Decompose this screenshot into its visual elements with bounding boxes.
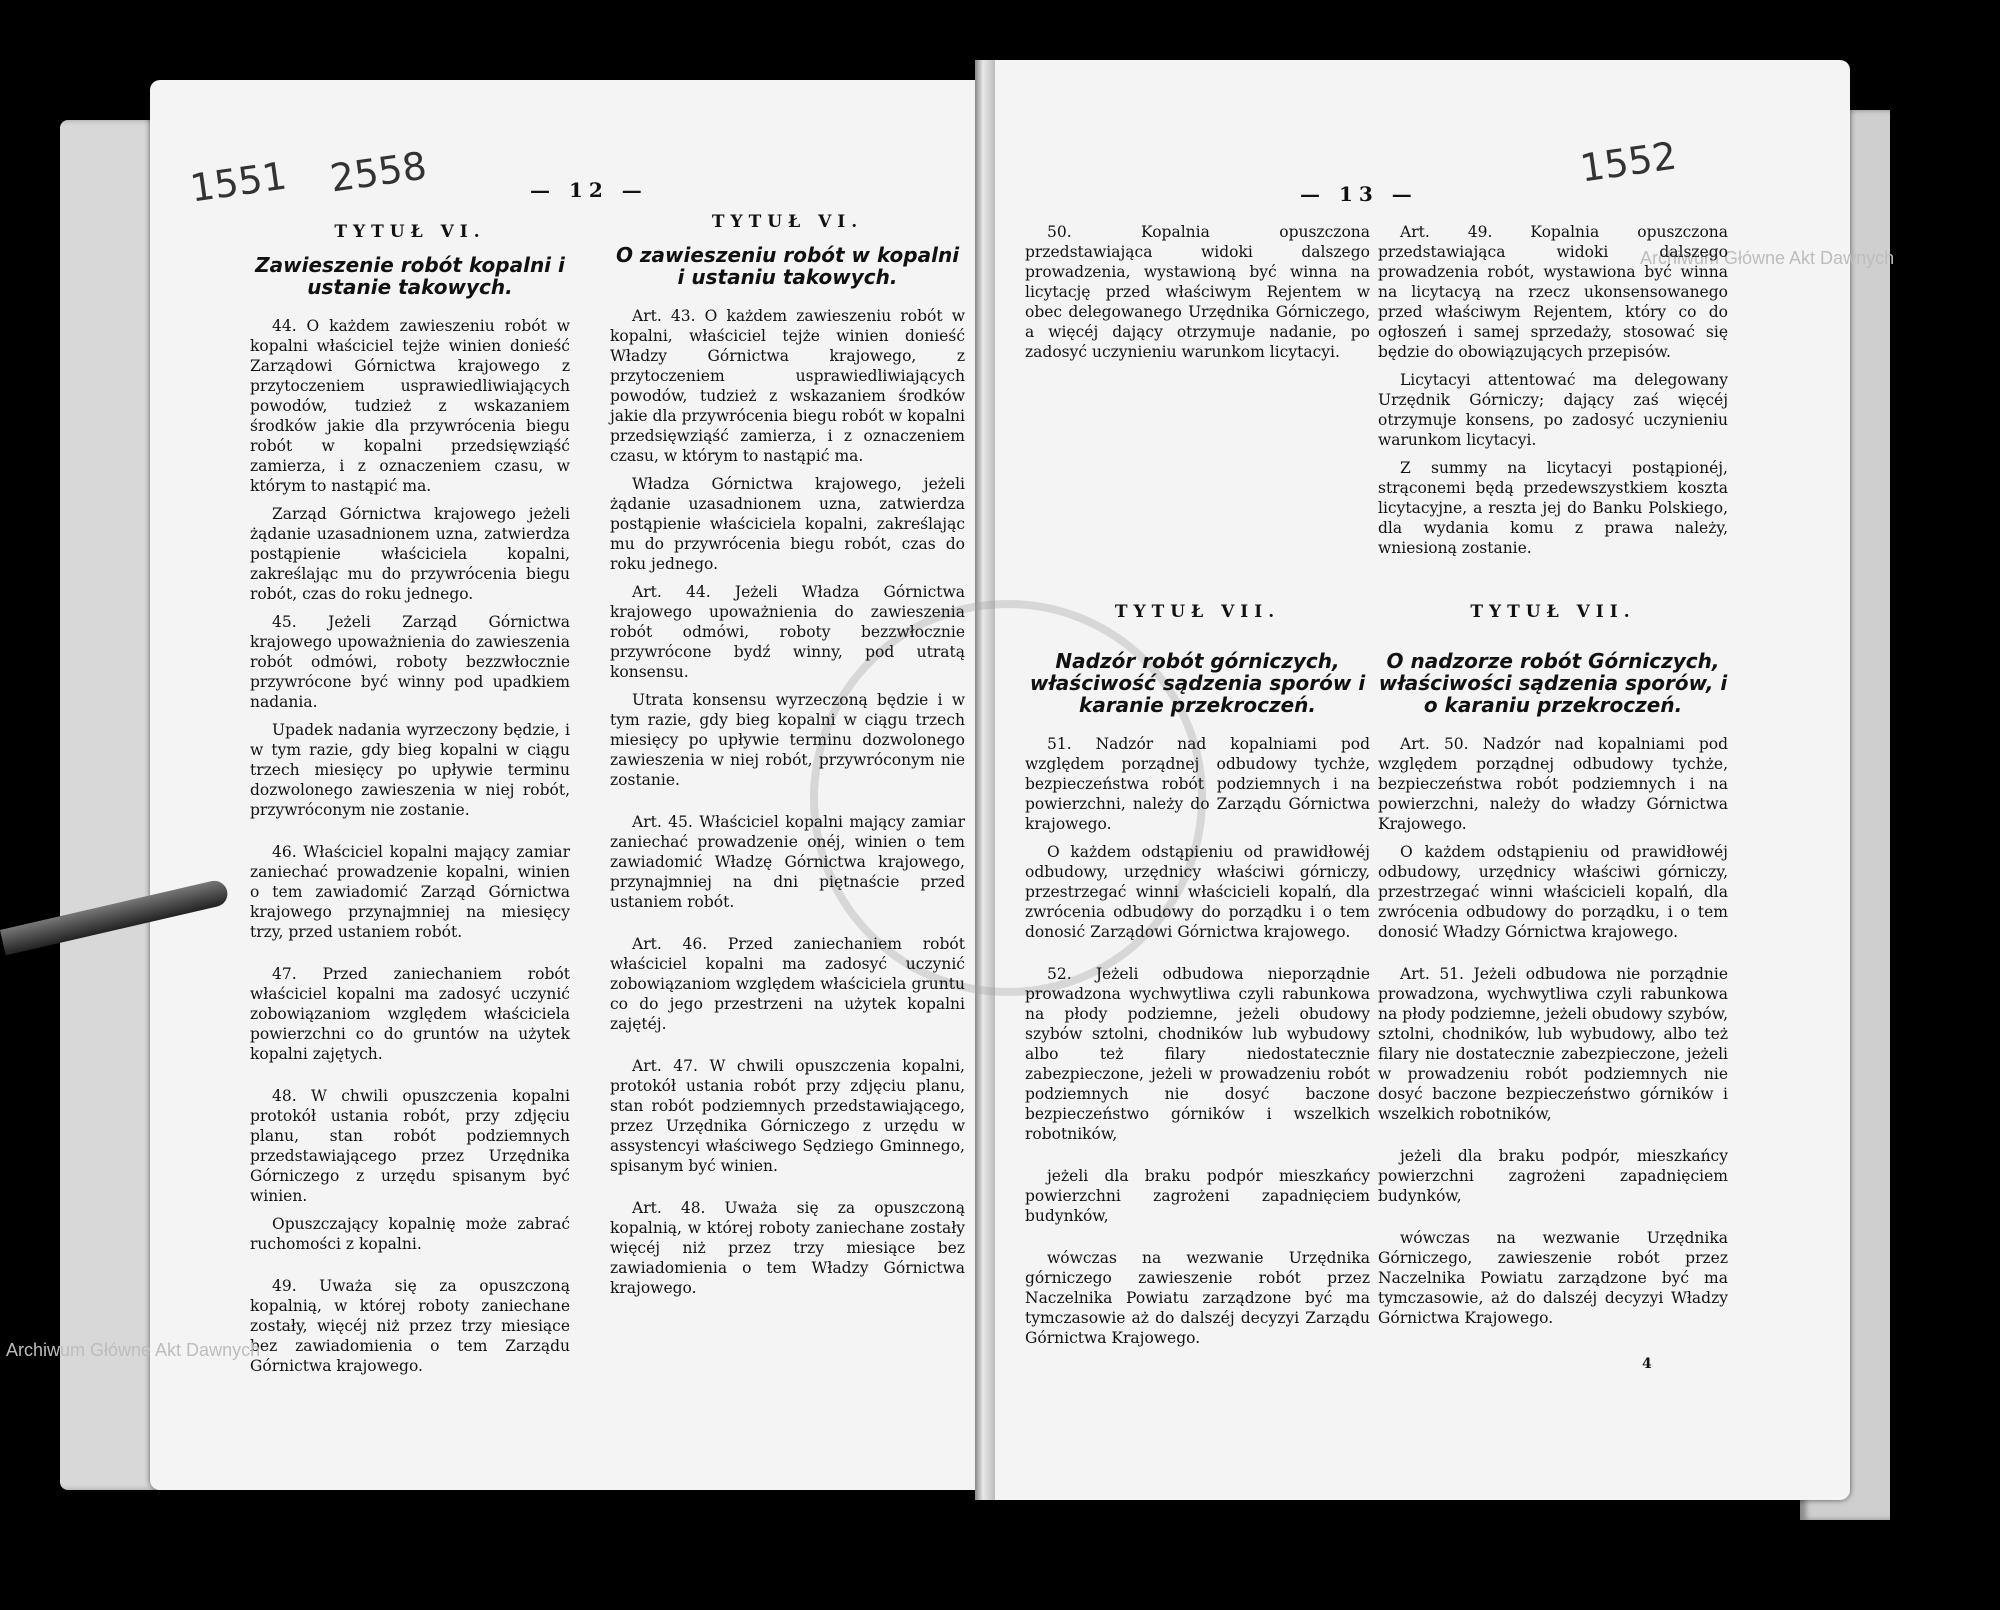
paragraph: Art. 43. O każdem zawieszeniu robót w kopalni, właściciel tejże winien donieść Władzy Górnictwa krajowego, z przytoczeniem usprawiedliwiających powodów, tudzież z wskazaniem środków jakie dla przywrócenia biegu robót w kopalni przedsięwziąść zamierza, i z oznaczeniem czasu, w którym to nastąpić ma. bbox=[610, 307, 965, 465]
paragraph: Licytacyi attentować ma delegowany Urzędnik Górniczy; dający zaś więcéj otrzymuje konsens, po zadosyć uczynieniu warunkom licytacyi. bbox=[1378, 371, 1728, 449]
title-left-col1: TYTUŁ VI. bbox=[334, 222, 486, 242]
paragraph: 47. Przed zaniechaniem robót właściciel kopalni ma zadosyć uczynić zobowiązaniom względem właściciela powierzchni co do gruntów na użytek kopalni zajętych. bbox=[250, 965, 570, 1063]
heading-right-col2: O nadzorze robót Górniczych, właściwości sądzenia sporów, i o karaniu przekroczeń. bbox=[1378, 649, 1728, 717]
paragraph: Art. 50. Nadzór nad kopalniami pod względem porządnej odbudowy tychże, bezpieczeństwa robót podziemnych i na powierzchni, należy do władzy Górnictwa Krajowego. bbox=[1378, 735, 1728, 833]
paragraph: Utrata konsensu wyrzeczoną będzie i w tym razie, gdy bieg kopalni w ciągu trzech miesięcy po upływie terminu dozwolonego zawieszenia w niej robót, przywróconym nie zostanie. bbox=[610, 691, 965, 789]
paragraph: 51. Nadzór nad kopalniami pod względem porządnej odbudowy tychże, bezpieczeństwa robót podziemnych i na powierzchni, należy do Zarządu Górnictwa krajowego. bbox=[1025, 735, 1370, 833]
paragraph: Art. 51. Jeżeli odbudowa nie porządnie prowadzona, wychwytliwa czyli rabunkowa na płody podziemne, jeżeli obudowy szybów, sztolni, chodników, lub wybudowy, albo też filary nie dostatecznie zabezpieczone, jeżeli w prowadzeniu robót podziemnych nie dosyć baczone bezpieczeństwo górników i wszelkich robotników, bbox=[1378, 965, 1728, 1123]
title-left-col2: TYTUŁ VI. bbox=[711, 212, 864, 232]
paragraph: Z summy na licytacyi postąpionéj, strąconemi będą przedewszystkiem koszta licytacyjne, a reszta jej do Banku Polskiego, dla wydania komu z prawa należy, wniesioną zostanie. bbox=[1378, 459, 1728, 557]
watermark-left: Archiwum Główne Akt Dawnych bbox=[6, 1340, 261, 1360]
paragraph: Art. 48. Uważa się za opuszczoną kopalnią, w której roboty zaniechane zostały więcéj niż przez trzy miesiące bez zawiadomienia o tem Władzy Górnictwa krajowego. bbox=[610, 1199, 965, 1297]
handwritten-folio-left: 1551 bbox=[187, 153, 290, 211]
paragraph: 52. Jeżeli odbudowa nieporządnie prowadzona wychwytliwa czyli rabunkowa na płody podziemne, jeżeli obudowy szybów sztolni, chodników lub wybudowy albo też filary niedostatecznie zabezpieczone, jeżeli w prowadzeniu robót podziemnych nie dosyć baczone bezpieczeństwo górników i wszelkich robotników, bbox=[1025, 965, 1370, 1143]
title-right-col1: TYTUŁ VII. bbox=[1114, 602, 1281, 622]
paragraph: Władza Górnictwa krajowego, jeżeli żądanie uzasadnionem uzna, zatwierdza postąpienie właściciela kopalni, zakreślając mu do przywrócenia biegu robót, czas do roku jednego. bbox=[610, 475, 965, 573]
heading-right-col1: Nadzór robót górniczych, właściwość sądzenia sporów i karanie przekroczeń. bbox=[1029, 649, 1366, 717]
page-number-right: — 13 — bbox=[1300, 182, 1418, 206]
right-column-2 bbox=[1378, 602, 1728, 1336]
paragraph: 49. Uważa się za opuszczoną kopalnią, w której roboty zaniechane zostały, więcéj niż przez trzy miesiące bez zawiadomienia o tem Zarządu Górnictwa krajowego. bbox=[250, 1277, 570, 1375]
left-column-2 bbox=[610, 212, 965, 1306]
paragraph: jeżeli dla braku podpór mieszkańcy powierzchni zagrożeni zapadnięciem budynków, bbox=[1025, 1167, 1370, 1225]
paragraph: jeżeli dla braku podpór, mieszkańcy powierzchni zagrożeni zapadnięciem budynków, bbox=[1378, 1147, 1728, 1205]
right-column-2-top bbox=[1378, 222, 1728, 566]
paragraph: O każdem odstąpieniu od prawidłowéj odbudowy, urzędnicy właściwi górniczy, przestrzegać winni właścicieli kopalń, dla zwrócenia odbudowy do porządku, i o tem donosić Władzy Górnictwa krajowego. bbox=[1378, 843, 1728, 941]
paragraph: wówczas na wezwanie Urzędnika Górniczego, zawieszenie robót przez Naczelnika Powiatu zarządzone być ma tymczasowie, aż do dalszéj decyzyi Władzy Górnictwa Krajowego. bbox=[1378, 1229, 1728, 1327]
paragraph: Upadek nadania wyrzeczony będzie, i w tym razie, gdy bieg kopalni w ciągu trzech miesięcy po upływie terminu dozwolonego zawieszenia w niej robót, przywróconym nie zostanie. bbox=[250, 721, 570, 819]
paragraph: 45. Jeżeli Zarząd Górnictwa krajowego upoważnienia do zawieszenia robót odmówi, roboty bezzwłocznie przywrócone być winny pod upadkiem nadania. bbox=[250, 613, 570, 711]
paragraph: Art. 44. Jeżeli Władza Górnictwa krajowego upoważnienia do zawieszenia robót odmówi, roboty bezzwłocznie przywrócone bydź winny, pod utratą konsensu. bbox=[610, 583, 965, 681]
right-column-1-top bbox=[1025, 222, 1370, 370]
left-column-1 bbox=[250, 222, 570, 1384]
signature-mark: 4 bbox=[1642, 1356, 1652, 1372]
paragraph: O każdem odstąpieniu od prawidłowéj odbudowy, urzędnicy właściwi górniczy, przestrzegać winni właścicieli kopalń, dla zwrócenia odbudowy do porządku i o tem donosić Zarządowi Górnictwa krajowego. bbox=[1025, 843, 1370, 941]
heading-left-col2: O zawieszeniu robót w kopalni i ustaniu takowych. bbox=[615, 243, 960, 289]
title-right-col2: TYTUŁ VII. bbox=[1470, 602, 1636, 622]
paragraph: 48. W chwili opuszczenia kopalni protokół ustania robót, przy zdjęciu planu, stan robót podziemnych przedstawiającego przez Urzędnika Górniczego z urzędu spisanym być winien. bbox=[250, 1087, 570, 1205]
paragraph: Art. 45. Właściciel kopalni mający zamiar zaniechać prowadzenie onéj, winien o tem zawiadomić Władzę Górnictwa krajowego, przynajmniej na dni piętnaście przed ustaniem robót. bbox=[610, 813, 965, 911]
handwritten-number-crossed: 2558 bbox=[327, 143, 430, 201]
page-number-left: — 12 — bbox=[530, 178, 648, 202]
paragraph: 50. Kopalnia opuszczona przedstawiająca widoki dalszego prowadzenia, wystawioną być winna na licytację przed właściwym Rejentem w obec delegowanego Urzędnika Górniczego, a więcéj dający otrzymuje nadanie, po zadosyć uczynieniu warunkom licytacyi. bbox=[1025, 223, 1370, 361]
paragraph: Art. 49. Kopalnia opuszczona przedstawiająca widoki dalszego prowadzenia robót, wystawiona być winna na licytacyą na rzecz ukonsensowanego przed właściwym Rejentem, który co do ogłoszeń i samej sprzedaży, stosować się będzie do obowiązujących przepisów. bbox=[1378, 223, 1728, 361]
heading-left-col1: Zawieszenie robót kopalni i ustanie takowych. bbox=[255, 253, 565, 299]
paragraph: Zarząd Górnictwa krajowego jeżeli żądanie uzasadnionem uzna, zatwierdza postąpienie właściciela kopalni, zakreślając mu do przywrócenia biegu robót, czas do roku jednego. bbox=[250, 505, 570, 603]
handwritten-folio-right: 1552 bbox=[1577, 133, 1680, 191]
paragraph: Art. 46. Przed zaniechaniem robót właściciel kopalni ma zadosyć uczynić zobowiązaniom względem właściciela gruntu co do jego przestrzeni na użytek kopalni zajętéj. bbox=[610, 935, 965, 1033]
paragraph: wówczas na wezwanie Urzędnika górniczego zawieszenie robót przez Naczelnika Powiatu zarządzone być ma tymczasowie aż do dalszéj decyzyi Zarządu Górnictwa Krajowego. bbox=[1025, 1249, 1370, 1347]
paragraph: Opuszczający kopalnię może zabrać ruchomości z kopalni. bbox=[250, 1215, 570, 1253]
watermark-right: Archiwum Główne Akt Dawnych bbox=[1640, 248, 1895, 268]
right-column-1 bbox=[1025, 602, 1370, 1356]
paragraph: Art. 47. W chwili opuszczenia kopalni, protokół ustania robót przy zdjęciu planu, stan robót podziemnych przedstawiającego, przez Urzędnika Górniczego z urzędu w assystencyi właściwego Sędziego Gminnego, spisanym być winien. bbox=[610, 1057, 965, 1175]
paragraph: 44. O każdem zawieszeniu robót w kopalni właściciel tejże winien donieść Zarządowi Górnictwa krajowego z przytoczeniem usprawiedliwiających powodów, tudzież z wskazaniem środków jakie dla przywrócenia biegu robót w kopalni przedsięwziąść zamierza, i z oznaczeniem czasu, w którym to nastąpić ma. bbox=[250, 317, 570, 495]
paragraph: 46. Właściciel kopalni mający zamiar zaniechać prowadzenie kopalni, winien o tem zawiadomić Zarząd Górnictwa krajowego przynajmniej na miesięcy trzy, przed ustaniem robót. bbox=[250, 843, 570, 941]
